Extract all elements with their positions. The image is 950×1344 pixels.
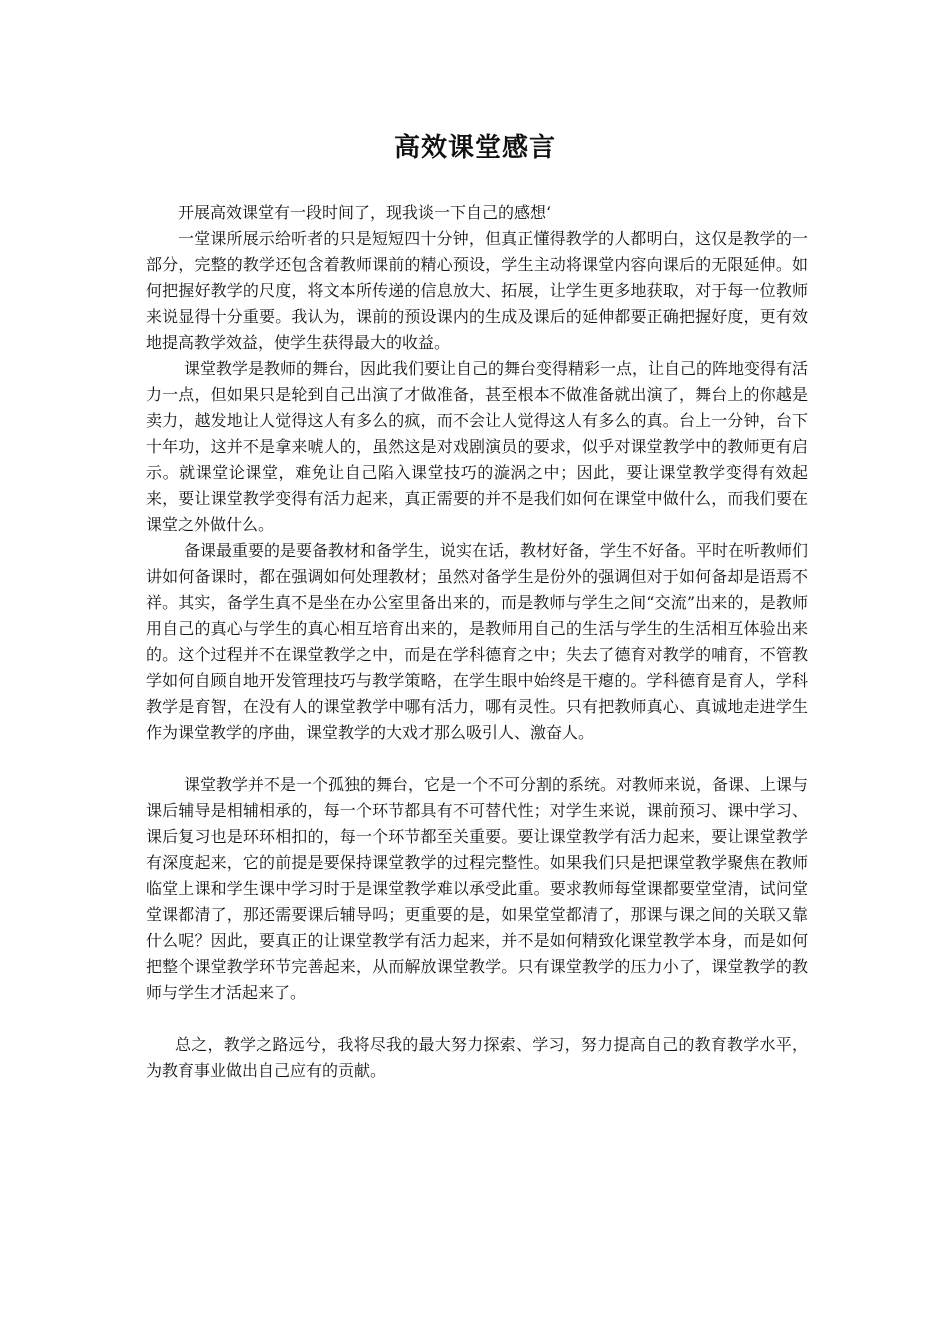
body-paragraph-2: 课堂教学是教师的舞台，因此我们要让自己的舞台变得精彩一点，让自己的阵地变得有活力一点，但如果只是轮到自己出演了才做准备，甚至根本不做准备就出演了，舞台上的你越是卖力，越发地让人觉得这人有多么的疯，而不会让人觉得这人有多么的真。台上一分钟，台下十年功，这并不是拿来唬人的，虽然这是对戏剧演员的要求，似乎对课堂教学中的教师更有启示。就课堂论课堂，难免让自己陷入课堂技巧的漩涡之中；因此，要让课堂教学变得有效起来，要让课堂教学变得有活力起来，真正需要的并不是我们如何在课堂中做什么，而我们要在课堂之外做什么。	[146, 359, 809, 534]
conclusion-paragraph: 总之，教学之路远兮，我将尽我的最大努力探索、学习，努力提高自己的教育教学水平，为教育事业做出自己应有的贡献。	[146, 1035, 808, 1080]
document-body	[146, 200, 808, 1084]
body-paragraph-3: 备课最重要的是要备教材和备学生，说实在话，教材好备，学生不好备。平时在听教师们讲如何备课时，都在强调如何处理教材；虽然对备学生是份外的强调但对于如何备却是语焉不祥。其实，备学生真不是坐在办公室里备出来的，而是教师与学生之间“交流”出来的，是教师用自己的真心与学生的真心相互培育出来的，是教师用自己的生活与学生的生活相互体验出来的。这个过程并不在课堂教学之中，而是在学科德育之中；失去了德育对教学的哺育，不管教学如何自顾自地开发管理技巧与教学策略，在学生眼中始终是干瘪的。学科德育是育人，学科教学是育智，在没有人的课堂教学中哪有活力，哪有灵性。只有把教师真心、真诚地走进学生作为课堂教学的序曲，课堂教学的大戏才那么吸引人、激奋人。	[146, 541, 809, 742]
document-title: 高效课堂感言	[393, 133, 556, 163]
intro-paragraph: 开展高效课堂有一段时间了，现我谈一下自己的感想‘	[178, 203, 552, 222]
body-paragraph-4: 课堂教学并不是一个孤独的舞台，它是一个不可分割的系统。对教师来说，备课、上课与课后辅导是相辅相承的，每一个环节都具有不可替代性；对学生来说，课前预习、课中学习、课后复习也是环环相扣的，每一个环节都至关重要。要让课堂教学有活力起来，要让课堂教学有深度起来，它的前提是要保持课堂教学的过程完整性。如果我们只是把课堂教学聚焦在教师临堂上课和学生课中学习时于是课堂教学难以承受此重。要求教师每堂课都要堂堂清，试问堂堂课都清了，那还需要课后辅导吗；更重要的是，如果堂堂都清了，那课与课之间的关联又靠什么呢？因此，要真正的让课堂教学有活力起来，并不是如何精致化课堂教学本身，而是如何把整个课堂教学环节完善起来，从而解放课堂教学。只有课堂教学的压力小了，课堂教学的教师与学生才活起来了。	[146, 775, 809, 1002]
body-paragraph-1: 一堂课所展示给听者的只是短短四十分钟，但真正懂得教学的人都明白，这仅是教学的一部分，完整的教学还包含着教师课前的精心预设，学生主动将课堂内容向课后的无限延伸。如何把握好教学的尺度，将文本所传递的信息放大、拓展，让学生更多地获取，对于每一位教师来说显得十分重要。我认为，课前的预设课内的生成及课后的延伸都要正确把握好度，更有效地提高教学效益，使学生获得最大的收益。	[146, 229, 808, 352]
